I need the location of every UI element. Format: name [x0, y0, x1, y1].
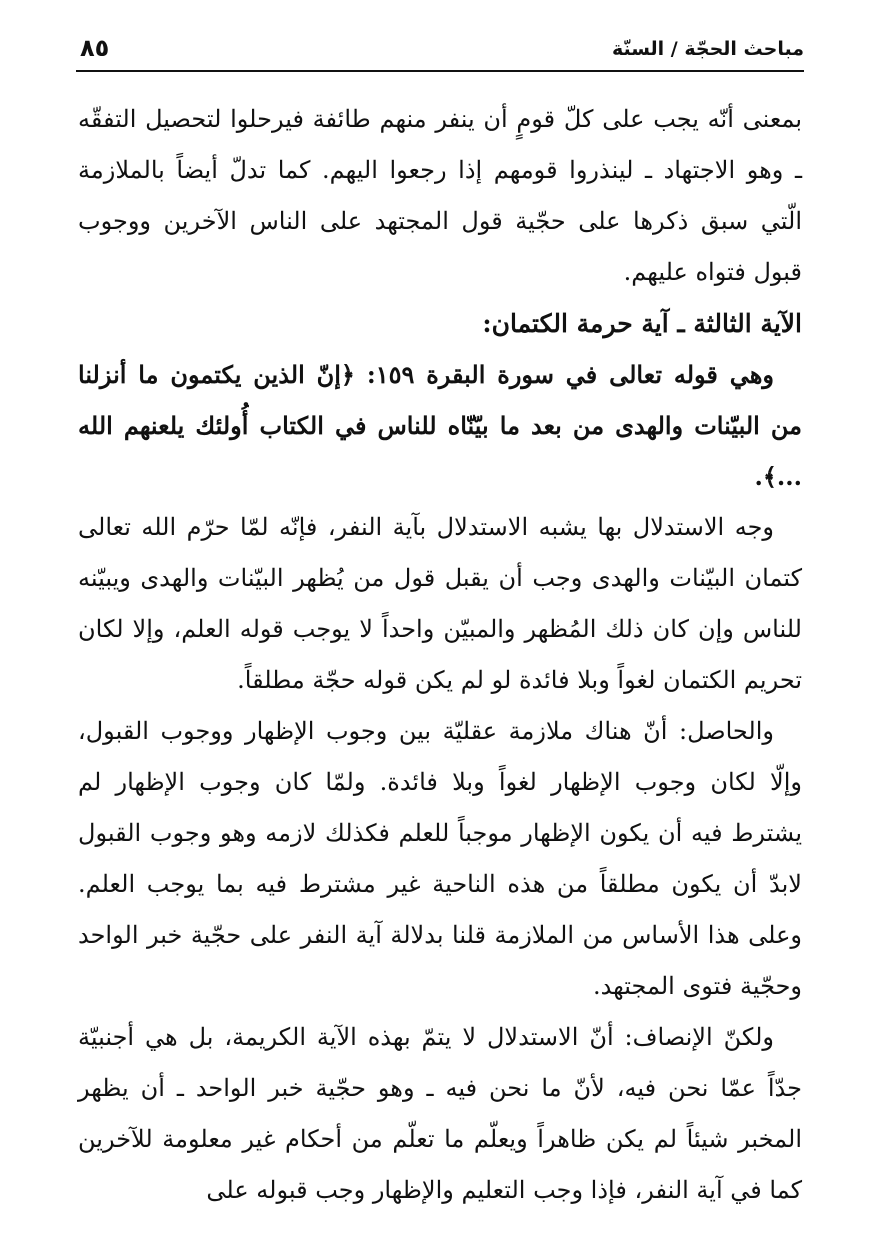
- quranic-verse-paragraph: وهي قوله تعالى في سورة البقرة ١٥٩: ﴿إنّ الذين يكتمون ما أنزلنا من البيّنات والهدى من بعد ما بيّنّاه للناس في الكتاب أُولئك يلعنهم الله ...﴾.: [78, 360, 802, 491]
- body-text: [78, 94, 802, 1216]
- running-title: مباحث الحجّة / السنّة: [611, 38, 804, 60]
- paragraph-conclusion: والحاصل: أنّ هناك ملازمة عقليّة بين وجوب الإظهار ووجوب القبول، وإلّا لكان وجوب الإظهار لغواً وبلا فائدة. ولمّا كان وجوب الإظهار لم يشترط فيه أن يكون الإظهار موجباً للعلم فكذلك لازمه وهو وجوب القبول لابدّ أن يكون مطلقاً من هذه الناحية غير مشترط فيه بما يوجب العلم. وعلى هذا الأساس من الملازمة قلنا بدلالة آية النفر على حجّية خبر الواحد وحجّية فتوى المجتهد.: [78, 717, 802, 1000]
- paragraph-inference: وجه الاستدلال بها يشبه الاستدلال بآية النفر، فإنّه لمّا حرّم الله تعالى كتمان البيّنات والهدى وجب أن يقبل قول من يُظهر البيّنات والهدى ويبيّنه للناس وإن كان ذلك المُظهر والمبيّن واحداً لا يوجب قوله العلم، وإلا لكان تحريم الكتمان لغواً وبلا فائدة لو لم يكن قوله حجّة مطلقاً.: [78, 513, 802, 694]
- section-heading: الآية الثالثة ـ آية حرمة الكتمان:: [482, 309, 802, 338]
- page-header: [76, 30, 804, 72]
- paragraph-critique: ولكنّ الإنصاف: أنّ الاستدلال لا يتمّ بهذه الآية الكريمة، بل هي أجنبيّة جدّاً عمّا نحن فيه، لأنّ ما نحن فيه ـ وهو حجّية خبر الواحد ـ أن يظهر المخبر شيئاً لم يكن ظاهراً ويعلّم ما تعلّم من أحكام غير معلومة للآخرين كما في آية النفر، فإذا وجب التعليم والإظهار وجب قبوله على: [78, 1023, 802, 1204]
- paragraph-continuation: بمعنى أنّه يجب على كلّ قومٍ أن ينفر منهم طائفة فيرحلوا لتحصيل التفقّه ـ وهو الاجتهاد ـ لينذروا قومهم إذا رجعوا اليهم. كما تدلّ أيضاً بالملازمة الّتي سبق ذكرها على حجّية قول المجتهد على الناس الآخرين ووجوب قبول فتواه عليهم.: [78, 105, 802, 286]
- page-number: ٨٥: [80, 34, 110, 62]
